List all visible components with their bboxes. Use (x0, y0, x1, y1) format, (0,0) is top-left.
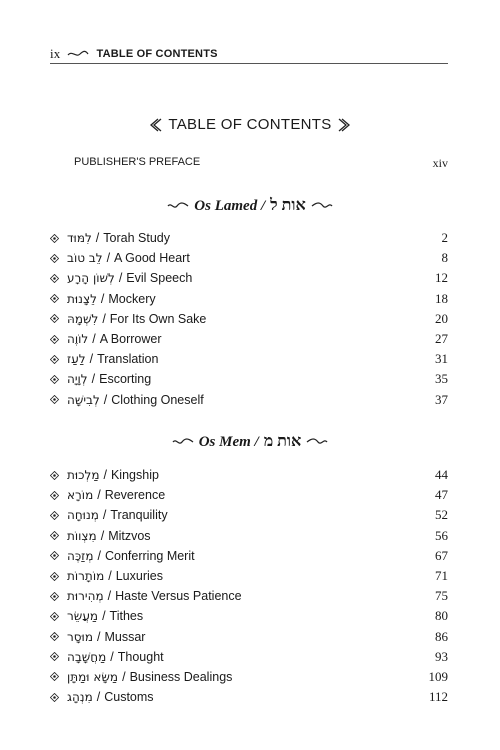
entry-english: Business Dealings (129, 669, 233, 684)
entry-english: Evil Speech (126, 271, 193, 286)
entry-separator: / (89, 352, 94, 367)
toc-entry[interactable] (50, 526, 448, 546)
entry-page: 112 (428, 689, 448, 705)
entry-hebrew: לַעַז (67, 352, 86, 367)
diamond-bullet-icon (50, 375, 59, 384)
toc-entry-preface[interactable] (74, 156, 448, 171)
toc-entry[interactable] (50, 667, 448, 687)
toc-entry[interactable] (50, 546, 448, 566)
entry-page: 47 (435, 487, 448, 503)
entry-page: 52 (435, 507, 448, 523)
toc-entry[interactable] (50, 268, 448, 288)
header-rule (50, 63, 448, 64)
toc-entry[interactable] (50, 228, 448, 248)
entry-english: Customs (104, 690, 154, 705)
diamond-bullet-icon (50, 294, 59, 303)
entry-separator: / (96, 690, 101, 705)
running-head (50, 44, 448, 64)
entry-english: Mussar (104, 629, 146, 644)
section-title-english: Os Mem / (198, 433, 259, 450)
entry-page: 18 (435, 290, 448, 306)
toc-entry[interactable] (50, 309, 448, 329)
entry-english: For Its Own Sake (109, 311, 207, 326)
diamond-bullet-icon (50, 693, 59, 702)
diamond-bullet-icon (50, 672, 59, 681)
entry-page: 20 (435, 310, 448, 326)
entry-separator: / (95, 231, 100, 246)
entry-page: 12 (435, 270, 448, 286)
diamond-bullet-icon (50, 632, 59, 641)
ornament-left-icon (150, 118, 162, 132)
section-title-english: Os Lamed / (194, 197, 266, 214)
entry-english: Escorting (99, 372, 152, 387)
toc-entry[interactable] (50, 505, 448, 525)
diamond-bullet-icon (50, 491, 59, 500)
preface-label: PUBLISHER'S PREFACE (74, 156, 201, 168)
entry-hebrew: מִצְווֹת (67, 528, 97, 543)
entry-english: Translation (97, 352, 159, 367)
entry-hebrew: מַחֲשָׁבָה (67, 649, 107, 664)
entry-hebrew: מִנְהָג (67, 690, 93, 705)
diamond-bullet-icon (50, 511, 59, 520)
entry-separator: / (96, 629, 101, 644)
toc-entry[interactable] (50, 369, 448, 389)
entry-english: Mockery (108, 291, 156, 306)
entry-page: 35 (435, 371, 448, 387)
entry-hebrew: מַשָּׂא וּמַתָּן (67, 669, 119, 684)
entry-separator: / (100, 291, 105, 306)
flourish-ornament-icon (306, 437, 328, 447)
entry-separator: / (118, 271, 123, 286)
toc-entry[interactable] (50, 627, 448, 647)
diamond-bullet-icon (50, 612, 59, 621)
entry-page: 27 (435, 331, 448, 347)
entry-separator: / (106, 251, 111, 266)
entry-separator: / (102, 311, 106, 326)
entry-hebrew: לְוָיָה (67, 372, 88, 387)
entry-separator: / (108, 569, 112, 584)
entry-hebrew: לְבִישָׁה (67, 392, 100, 407)
diamond-bullet-icon (50, 234, 59, 243)
entry-page: 8 (441, 250, 448, 266)
entry-english: Haste Versus Patience (115, 589, 242, 604)
entry-hebrew: מְהִירוּת (67, 589, 104, 604)
entry-hebrew: לֵב טוֹב (67, 251, 103, 266)
entry-hebrew: מַלְכוּת (67, 468, 100, 483)
section-title-hebrew: אות מ (263, 433, 302, 450)
flourish-ornament-icon (311, 201, 333, 211)
page-number: ix (50, 46, 61, 61)
entry-hebrew: לְשׁוֹן הָרָע (67, 271, 115, 286)
entry-separator: / (97, 548, 101, 563)
entry-separator: / (102, 508, 107, 523)
diamond-bullet-icon (50, 395, 59, 404)
entry-english: Thought (117, 649, 164, 664)
toc-entry[interactable] (50, 586, 448, 606)
entry-english: Luxuries (115, 569, 163, 584)
diamond-bullet-icon (50, 314, 59, 323)
entry-page: 109 (428, 668, 448, 684)
entry-hebrew: מְזַכֶּה (67, 548, 94, 563)
entry-english: Torah Study (103, 231, 170, 246)
entry-hebrew: מוּסָר (67, 629, 93, 644)
diamond-bullet-icon (50, 572, 59, 581)
section-title-hebrew: אות ל (270, 197, 306, 214)
section-heading-lamed (0, 197, 500, 215)
entry-page: 93 (435, 648, 448, 664)
entry-english: Tranquility (110, 508, 168, 523)
toc-title: TABLE OF CONTENTS (168, 116, 332, 133)
entry-english: Clothing Oneself (111, 392, 204, 407)
toc-entry[interactable] (50, 329, 448, 349)
entry-separator: / (122, 669, 126, 684)
entry-english: Reverence (104, 488, 166, 503)
flourish-ornament-icon (167, 201, 189, 211)
entry-separator: / (92, 332, 96, 347)
section-heading-mem (0, 433, 500, 451)
entry-separator: / (107, 589, 112, 604)
toc-entry[interactable] (50, 390, 448, 410)
diamond-bullet-icon (50, 274, 59, 283)
entry-english: Mitzvos (108, 528, 151, 543)
running-head-title: TABLE OF CONTENTS (96, 48, 218, 60)
toc-entry[interactable] (50, 647, 448, 667)
entry-english: Conferring Merit (104, 548, 195, 563)
toc-entry[interactable] (50, 248, 448, 268)
entry-page: 31 (435, 351, 448, 367)
toc-entry[interactable] (50, 349, 448, 369)
diamond-bullet-icon (50, 531, 59, 540)
toc-entry[interactable] (50, 485, 448, 505)
entry-hebrew: לִשְׁמָהּ (67, 311, 99, 326)
entry-page: 2 (441, 230, 448, 246)
toc-heading (0, 116, 500, 133)
entry-separator: / (103, 468, 107, 483)
entry-hebrew: לִמּוּד (67, 231, 92, 246)
entry-page: 86 (435, 628, 448, 644)
entry-hebrew: מוֹרָא (67, 488, 94, 503)
entry-page: 67 (435, 547, 448, 563)
toc-entry[interactable] (50, 566, 448, 586)
toc-entry[interactable] (50, 687, 448, 707)
flourish-ornament-icon (67, 49, 89, 59)
diamond-bullet-icon (50, 355, 59, 364)
entry-list-mem (50, 465, 448, 707)
diamond-bullet-icon (50, 652, 59, 661)
entry-english: Tithes (109, 609, 144, 624)
diamond-bullet-icon (50, 254, 59, 263)
entry-separator: / (110, 649, 114, 664)
diamond-bullet-icon (50, 335, 59, 344)
diamond-bullet-icon (50, 551, 59, 560)
entry-separator: / (91, 372, 96, 387)
flourish-ornament-icon (172, 437, 194, 447)
ornament-right-icon (338, 118, 350, 132)
entry-page: 44 (435, 467, 448, 483)
entry-page: 75 (435, 588, 448, 604)
entry-english: A Good Heart (114, 251, 190, 266)
toc-entry[interactable] (50, 465, 448, 485)
entry-english: Kingship (110, 468, 159, 483)
entry-separator: / (102, 609, 106, 624)
toc-entry[interactable] (50, 289, 448, 309)
entry-hebrew: מַעֲשֵׂר (67, 609, 99, 624)
entry-page: 56 (435, 527, 448, 543)
diamond-bullet-icon (50, 471, 59, 480)
entry-list-lamed (50, 228, 448, 410)
entry-hebrew: מוֹתָרוֹת (67, 569, 105, 584)
entry-hebrew: מְנוּחָה (67, 508, 99, 523)
entry-page: 71 (435, 568, 448, 584)
preface-page: xiv (432, 156, 448, 170)
entry-page: 37 (435, 391, 448, 407)
entry-page: 80 (435, 608, 448, 624)
entry-hebrew: לוֹוֶה (67, 332, 89, 347)
diamond-bullet-icon (50, 592, 59, 601)
entry-separator: / (97, 488, 101, 503)
entry-separator: / (103, 392, 108, 407)
entry-hebrew: לֵצָנוּת (67, 291, 97, 306)
entry-separator: / (100, 528, 105, 543)
entry-english: A Borrower (99, 332, 162, 347)
toc-entry[interactable] (50, 606, 448, 626)
